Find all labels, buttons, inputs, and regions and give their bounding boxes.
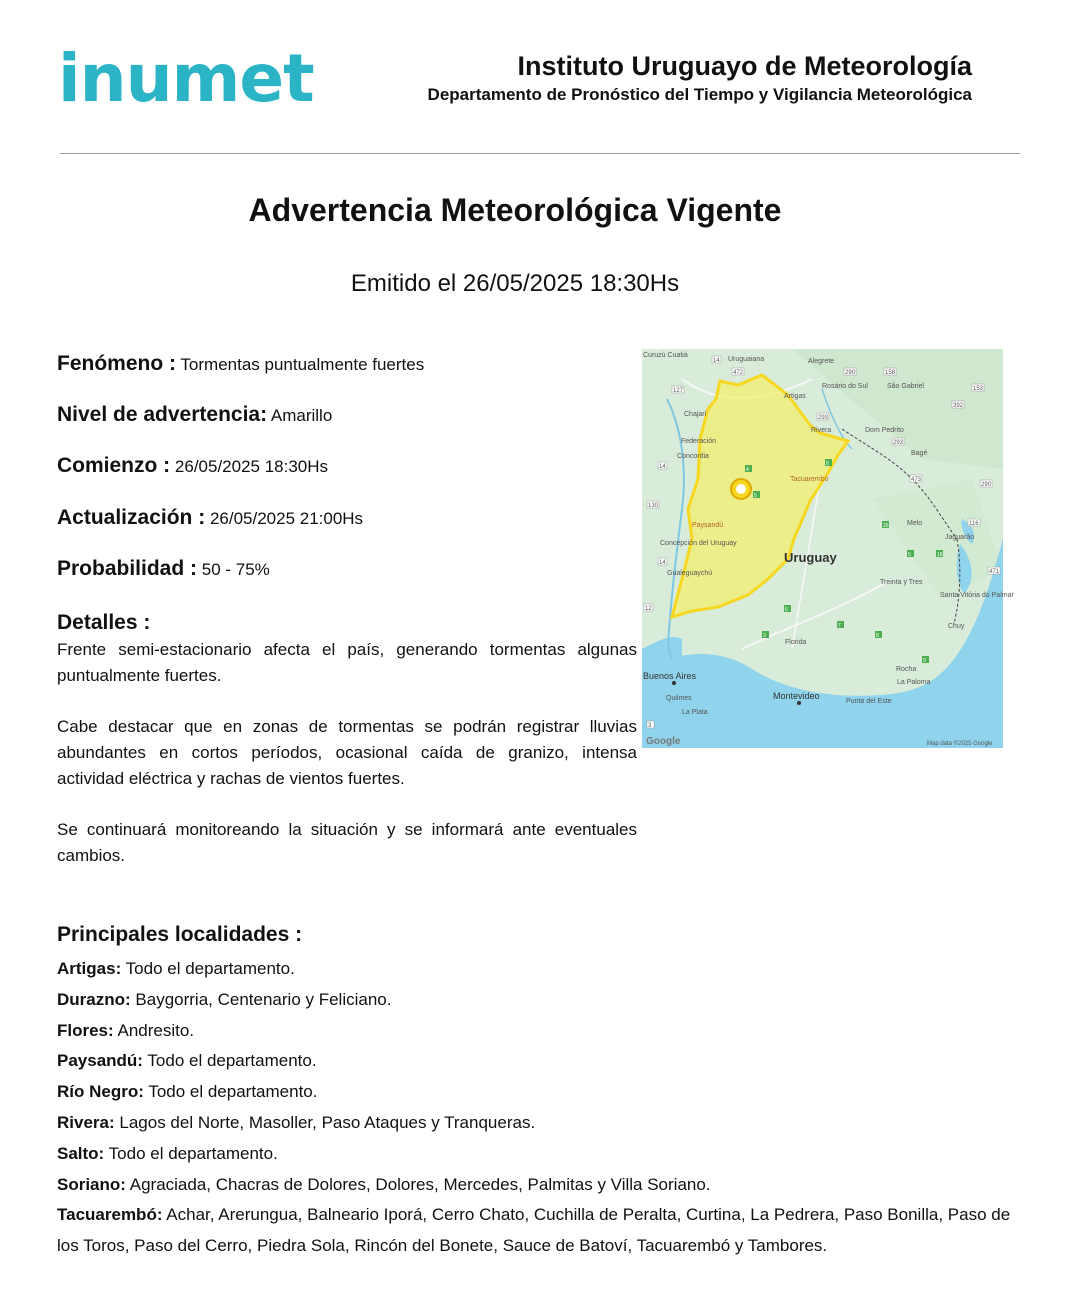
map-label: Florida: [785, 639, 807, 646]
google-logo: Google: [646, 736, 681, 747]
warning-map: [642, 349, 1014, 748]
locality-item: [57, 1139, 1022, 1170]
dept-name: Paysandú:: [57, 1051, 143, 1071]
field-phenomenon: [57, 352, 424, 376]
page-title: Advertencia Meteorológica Vigente: [248, 192, 782, 228]
route-marker: 5: [908, 552, 911, 558]
phenomenon-value: Tormentas puntualmente fuertes: [180, 355, 425, 374]
route-shield: 127: [673, 388, 684, 394]
institute-title: Instituto Uruguayo de Meteorología: [517, 51, 972, 81]
country-label: Uruguay: [784, 550, 837, 565]
map-label: Rivera: [811, 427, 832, 434]
route-shield: 472: [733, 370, 744, 376]
update-value: 26/05/2025 21:00Hs: [209, 509, 364, 528]
institute-header: [428, 50, 972, 105]
map-label: Jaguarão: [945, 534, 975, 541]
map-attribution: Map data ©2025 Google: [927, 741, 993, 747]
locality-item: [57, 1170, 1022, 1201]
map-label: Chuy: [948, 623, 965, 630]
level-label: Nivel de advertencia:: [57, 403, 268, 426]
route-marker: 26: [883, 523, 889, 529]
map-label: Alegrete: [808, 358, 835, 365]
dept-places: Baygorria, Centenario y Feliciano.: [135, 989, 392, 1009]
map-label: Rocha: [896, 666, 917, 673]
dept-name: Rivera:: [57, 1112, 115, 1132]
route-shield: 290: [845, 370, 856, 376]
map-label: Paysandú: [692, 522, 724, 529]
dept-name: Salto:: [57, 1143, 105, 1163]
route-marker: 5: [754, 493, 757, 499]
route-shield: 290: [981, 482, 992, 488]
map-label: Federación: [681, 438, 717, 445]
route-shield: 116: [969, 521, 979, 527]
dept-name: Flores:: [57, 1020, 114, 1040]
route-marker: 4: [746, 467, 749, 473]
map-label: Santa Vitória do Palmar: [940, 592, 1014, 599]
level-value: Amarillo: [270, 406, 333, 425]
route-marker: 7: [838, 623, 841, 629]
dept-name: Artigas:: [57, 959, 122, 978]
dept-places: Todo el departamento.: [148, 1082, 318, 1102]
dept-places: Lagos del Norte, Masoller, Paso Ataques y Tranqueras.: [119, 1112, 536, 1132]
route-shield: 293: [893, 440, 904, 446]
probability-label: Probabilidad :: [57, 557, 198, 580]
map-label: Concordia: [677, 453, 709, 460]
locality-item: [57, 985, 1022, 1016]
map-label: Quilmes: [666, 695, 692, 702]
route-shield: 14: [713, 358, 720, 364]
route-marker: 6: [785, 607, 788, 613]
dept-places: Todo el departamento.: [125, 959, 295, 978]
map-label: Uruguaiana: [728, 356, 765, 363]
phenomenon-label: Fenómeno :: [57, 352, 176, 375]
localities-list: [57, 954, 1022, 1262]
map-label: Buenos Aires: [643, 671, 697, 681]
locality-item: [57, 954, 1022, 985]
dept-places: Todo el departamento.: [147, 1051, 317, 1071]
field-update: [57, 506, 363, 530]
field-probability: [57, 557, 270, 581]
route-shield: 14: [659, 560, 666, 566]
field-start: [57, 454, 328, 478]
dept-name: Río Negro:: [57, 1082, 144, 1102]
route-shield: 471: [989, 569, 1000, 575]
details-label: Detalles :: [57, 611, 151, 634]
update-label: Actualización :: [57, 506, 206, 529]
dept-places: Andresito.: [117, 1020, 195, 1040]
localities-title: Principales localidades :: [57, 923, 303, 946]
dept-places: Agraciada, Chacras de Dolores, Dolores, Mercedes, Palmitas y Villa Soriano.: [129, 1174, 711, 1194]
header-divider: [60, 153, 1020, 154]
map-label: Chajarí: [684, 411, 707, 418]
dept-name: Durazno:: [57, 989, 131, 1009]
map-label: La Plata: [682, 709, 708, 716]
map-label: Concepción del Uruguay: [660, 540, 737, 547]
map-label: Treinta y Tres: [880, 579, 923, 586]
map-label: Artigas: [784, 393, 806, 400]
locality-item: [57, 1077, 1022, 1108]
route-shield: 158: [885, 370, 896, 376]
route-shield: 473: [911, 477, 922, 483]
route-shield: 392: [953, 403, 964, 409]
route-shield: 14: [659, 464, 666, 470]
route-shield: 293: [818, 415, 829, 421]
details-paragraph: Se continuará monitoreando la situación y se informará ante eventuales cambios.: [57, 820, 637, 865]
probability-value: 50 - 75%: [201, 560, 270, 579]
map-label: São Gabriel: [887, 383, 924, 390]
locality-item: [57, 1046, 1022, 1077]
dept-places: Todo el departamento.: [108, 1143, 278, 1163]
route-shield: 12: [645, 606, 652, 612]
map-label: Tacuarembó: [790, 476, 829, 483]
route-marker: 18: [937, 552, 943, 558]
map-label: Montevideo: [773, 691, 820, 701]
route-marker: 9: [923, 658, 926, 664]
details-paragraph: Frente semi-estacionario afecta el país, generando tormentas algunas puntualmente fuertes.: [57, 640, 637, 685]
map-label: Bagé: [911, 450, 928, 457]
route-shield: 130: [648, 503, 659, 509]
map-label: Curuzú Cuatiá: [643, 352, 688, 359]
map-label: Melo: [907, 520, 923, 527]
locality-item: [57, 1016, 1022, 1047]
field-level: [57, 403, 332, 427]
locality-item: [57, 1200, 1022, 1262]
locality-item: [57, 1108, 1022, 1139]
route-marker: 3: [763, 633, 766, 639]
map-label: Dom Pedrito: [865, 427, 904, 434]
dept-places: Achar, Arerungua, Balneario Iporá, Cerro Chato, Cuchilla de Peralta, Curtina, La Pedrera, Paso Bonilla, Paso de los Toros, Paso del Cerro, Piedra Sola, Rincón del Bonete, Sauce de Batoví, Tacuarembó y Tambores.: [57, 1205, 1011, 1256]
start-label: Comienzo :: [57, 454, 171, 477]
route-marker: 8: [826, 461, 829, 467]
map-label: Punta del Este: [846, 698, 892, 705]
details-paragraph: Cabe destacar que en zonas de tormentas se podrán registrar lluvias abundantes en cortos períodos, ocasional caída de granizo, intensa actividad eléctrica y rachas de vientos fuertes.: [57, 717, 637, 788]
map-label: La Paloma: [897, 679, 931, 686]
issued-date: Emitido el 26/05/2025 18:30Hs: [350, 270, 680, 297]
route-marker: 8: [876, 633, 879, 639]
dept-name: Soriano:: [57, 1174, 126, 1194]
route-shield: 3: [648, 723, 652, 729]
route-shield: 153: [973, 386, 984, 392]
start-value: 26/05/2025 18:30Hs: [174, 457, 329, 476]
dept-name: Tacuarembó:: [57, 1205, 163, 1225]
map-label: Rosário do Sul: [822, 383, 868, 390]
inumet-logo: inumet: [58, 40, 314, 117]
map-label: Gualeguaychú: [667, 570, 713, 577]
institute-subtitle: Departamento de Pronóstico del Tiempo y Vigilancia Meteorológica: [427, 85, 972, 104]
